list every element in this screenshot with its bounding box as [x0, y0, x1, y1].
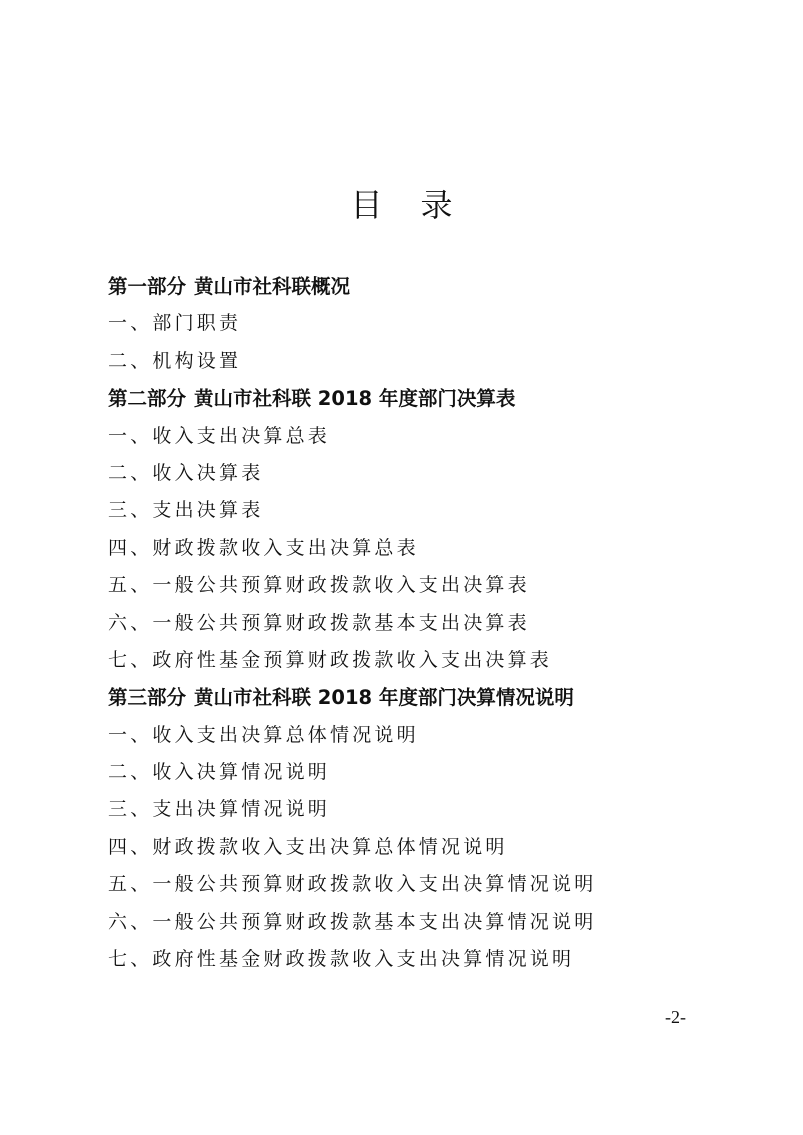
toc-item[interactable]: 一、收入支出决算总体情况说明 [108, 723, 419, 746]
part-label: 第二部分 [108, 387, 187, 411]
toc-item[interactable]: 四、财政拨款收入支出决算总体情况说明 [108, 835, 508, 858]
toc-part-heading[interactable] [108, 380, 748, 417]
toc-item[interactable]: 七、政府性基金预算财政拨款收入支出决算表 [108, 648, 553, 671]
toc-part-heading[interactable] [108, 268, 748, 305]
toc-item[interactable]: 二、收入决算情况说明 [108, 761, 331, 784]
toc-item[interactable]: 一、收入支出决算总表 [108, 424, 331, 447]
toc-item[interactable]: 二、机构设置 [108, 349, 242, 372]
part-title: 黄山市社科联 2018 年度部门决算表 [194, 387, 516, 411]
toc-item[interactable]: 六、一般公共预算财政拨款基本支出决算表 [108, 611, 530, 634]
toc-item[interactable]: 二、收入决算表 [108, 461, 264, 484]
part-title: 黄山市社科联 2018 年度部门决算情况说明 [194, 686, 574, 710]
toc-item[interactable]: 三、支出决算表 [108, 499, 264, 522]
toc-item[interactable]: 五、一般公共预算财政拨款收入支出决算表 [108, 574, 530, 597]
page-title [0, 183, 803, 227]
toc-item[interactable]: 七、政府性基金财政拨款收入支出决算情况说明 [108, 948, 575, 971]
toc-item[interactable]: 五、一般公共预算财政拨款收入支出决算情况说明 [108, 873, 597, 896]
page-number: -2- [665, 1007, 686, 1027]
title-char-2: 录 [420, 186, 453, 224]
toc-item[interactable]: 六、一般公共预算财政拨款基本支出决算情况说明 [108, 910, 597, 933]
toc-item[interactable]: 三、支出决算情况说明 [108, 798, 331, 821]
part-label: 第三部分 [108, 686, 187, 710]
toc-part-heading[interactable] [108, 679, 748, 716]
table-of-contents [108, 268, 748, 978]
toc-item[interactable]: 四、财政拨款收入支出决算总表 [108, 536, 419, 559]
part-label: 第一部分 [108, 275, 187, 298]
part-title: 黄山市社科联概况 [194, 275, 351, 298]
title-char-1: 目 [350, 186, 383, 224]
toc-item[interactable]: 一、部门职责 [108, 312, 242, 335]
